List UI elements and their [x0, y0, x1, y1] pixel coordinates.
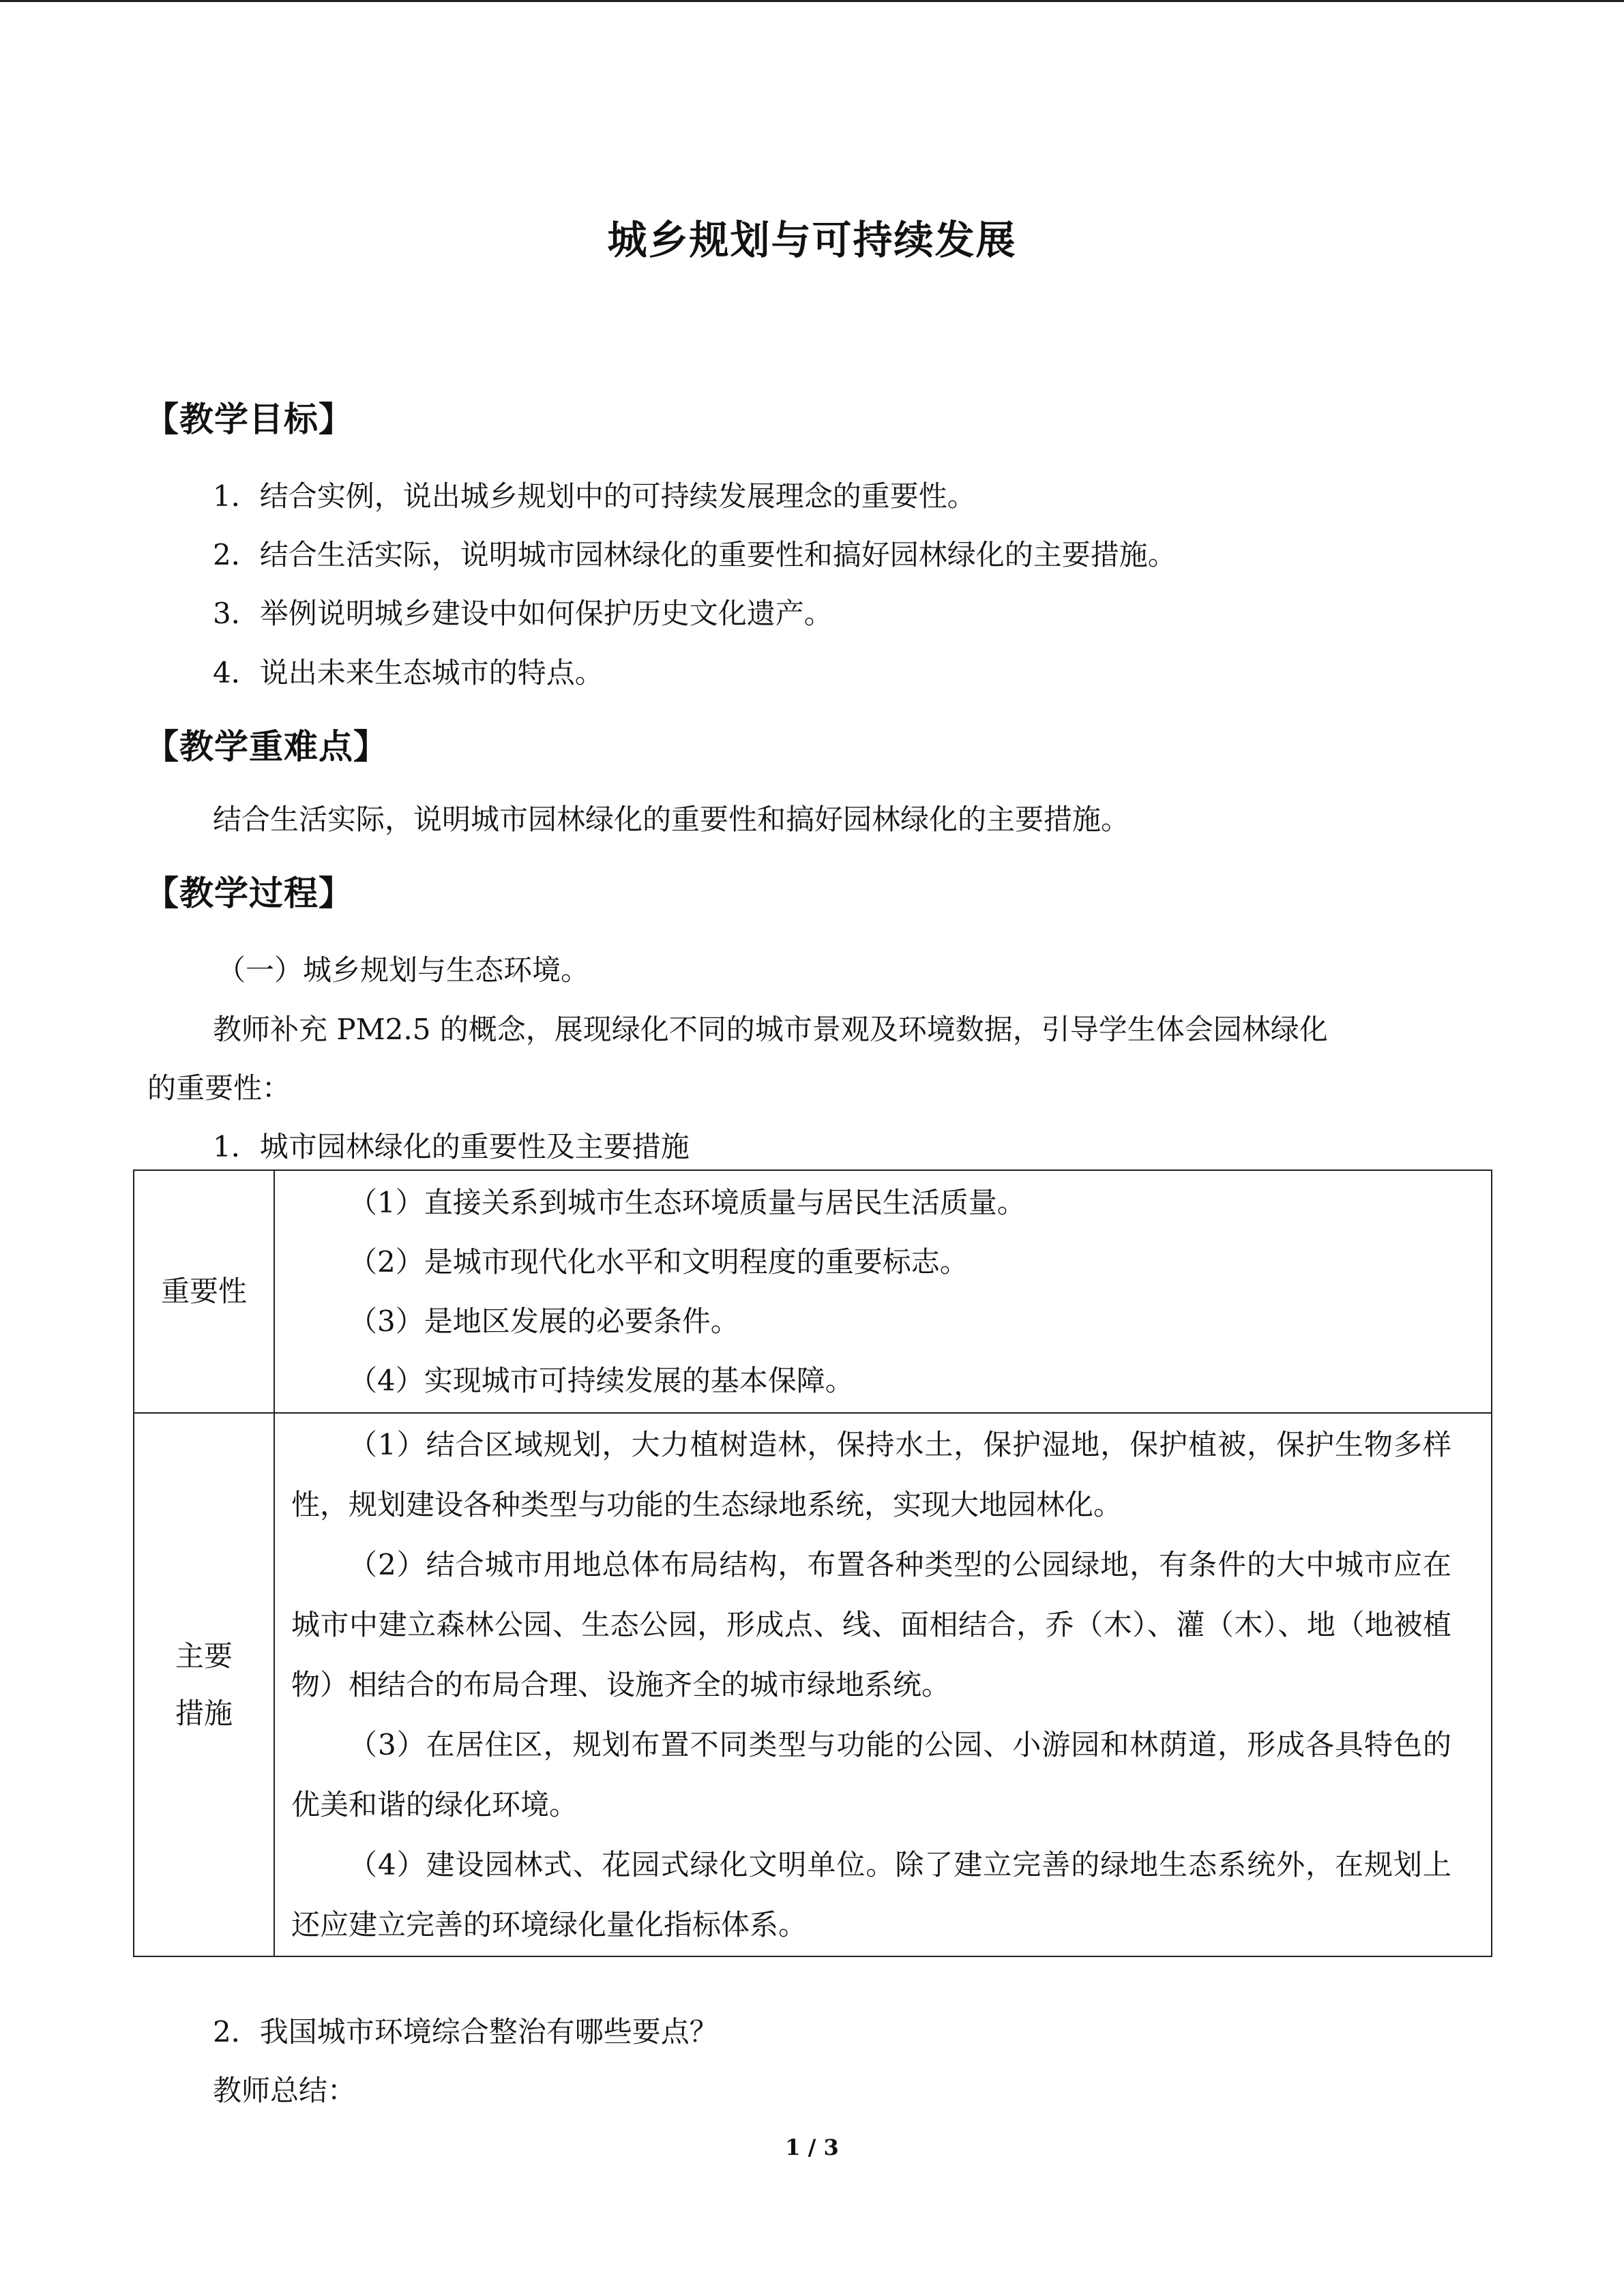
process-subsection-1: （一）城乡规划与生态环境。	[217, 953, 590, 987]
key-points-text: 结合生活实际，说明城市园林绿化的重要性和搞好园林绿化的主要措施。	[213, 803, 1130, 836]
process-item-2: 2．我国城市环境综合整治有哪些要点？	[213, 2015, 718, 2048]
measure-point-2: （2）结合城市用地总体布局结构，布置各种类型的公园绿地，有条件的大中城市应在城市中建立森林公园、生态公园，形成点、线、面相结合，乔（木）、灌（木）、地（地被植物）相结合的布局合理、设施齐全的城市绿地系统。	[291, 1547, 1451, 1701]
table-label-importance: 重要性	[134, 1170, 274, 1413]
top-border-line	[0, 0, 1624, 2]
importance-point-1: （1）直接关系到城市生态环境质量与居民生活质量。	[349, 1186, 1026, 1219]
objective-item-3: 3．举例说明城乡建设中如何保护历史文化遗产。	[213, 597, 833, 630]
measures-label-text: 主要措施	[175, 1639, 233, 1730]
table-content-importance	[274, 1170, 1492, 1413]
measure-point-3: （3）在居住区，规划布置不同类型与功能的公园、小游园和林荫道，形成各具特色的优美和谐的绿化环境。	[291, 1727, 1451, 1821]
table-row-importance	[134, 1170, 1492, 1413]
section-heading-key-points: 【教学重难点】	[145, 727, 388, 766]
document-title: 城乡规划与可持续发展	[607, 217, 1017, 263]
table-content-measures	[274, 1413, 1492, 1956]
teacher-summary-label: 教师总结：	[213, 2074, 357, 2107]
importance-point-3: （3）是地区发展的必要条件。	[349, 1304, 739, 1338]
table-row-measures	[134, 1413, 1492, 1956]
page-number: 1 / 3	[785, 2134, 839, 2160]
importance-point-4: （4）实现城市可持续发展的基本保障。	[349, 1364, 854, 1397]
objective-item-2: 2．结合生活实际，说明城市园林绿化的重要性和搞好园林绿化的主要措施。	[213, 538, 1177, 571]
measure-point-1: （1）结合区域规划，大力植树造林，保持水土，保护湿地，保护植被，保护生物多样性，规划建设各种类型与功能的生态绿地系统，实现大地园林化。	[291, 1427, 1451, 1521]
section-heading-process: 【教学过程】	[145, 874, 353, 913]
importance-point-2: （2）是城市现代化水平和文明程度的重要标志。	[349, 1245, 969, 1279]
objective-item-4: 4．说出未来生态城市的特点。	[213, 656, 604, 689]
process-paragraph-line-2: 的重要性：	[147, 1071, 291, 1105]
objective-item-1: 1．结合实例，说出城乡规划中的可持续发展理念的重要性。	[213, 479, 976, 513]
section-heading-objectives: 【教学目标】	[145, 400, 353, 439]
process-paragraph-line-1: 教师补充 PM2.5 的概念，展现绿化不同的城市景观及环境数据，引导学生体会园林绿化	[213, 1013, 1328, 1046]
greening-table	[133, 1169, 1492, 1957]
measure-point-4: （4）建设园林式、花园式绿化文明单位。除了建立完善的绿地生态系统外，在规划上还应建立完善的环境绿化量化指标体系。	[291, 1847, 1451, 1941]
process-item-1: 1．城市园林绿化的重要性及主要措施	[213, 1130, 690, 1163]
table-label-measures	[134, 1413, 274, 1956]
